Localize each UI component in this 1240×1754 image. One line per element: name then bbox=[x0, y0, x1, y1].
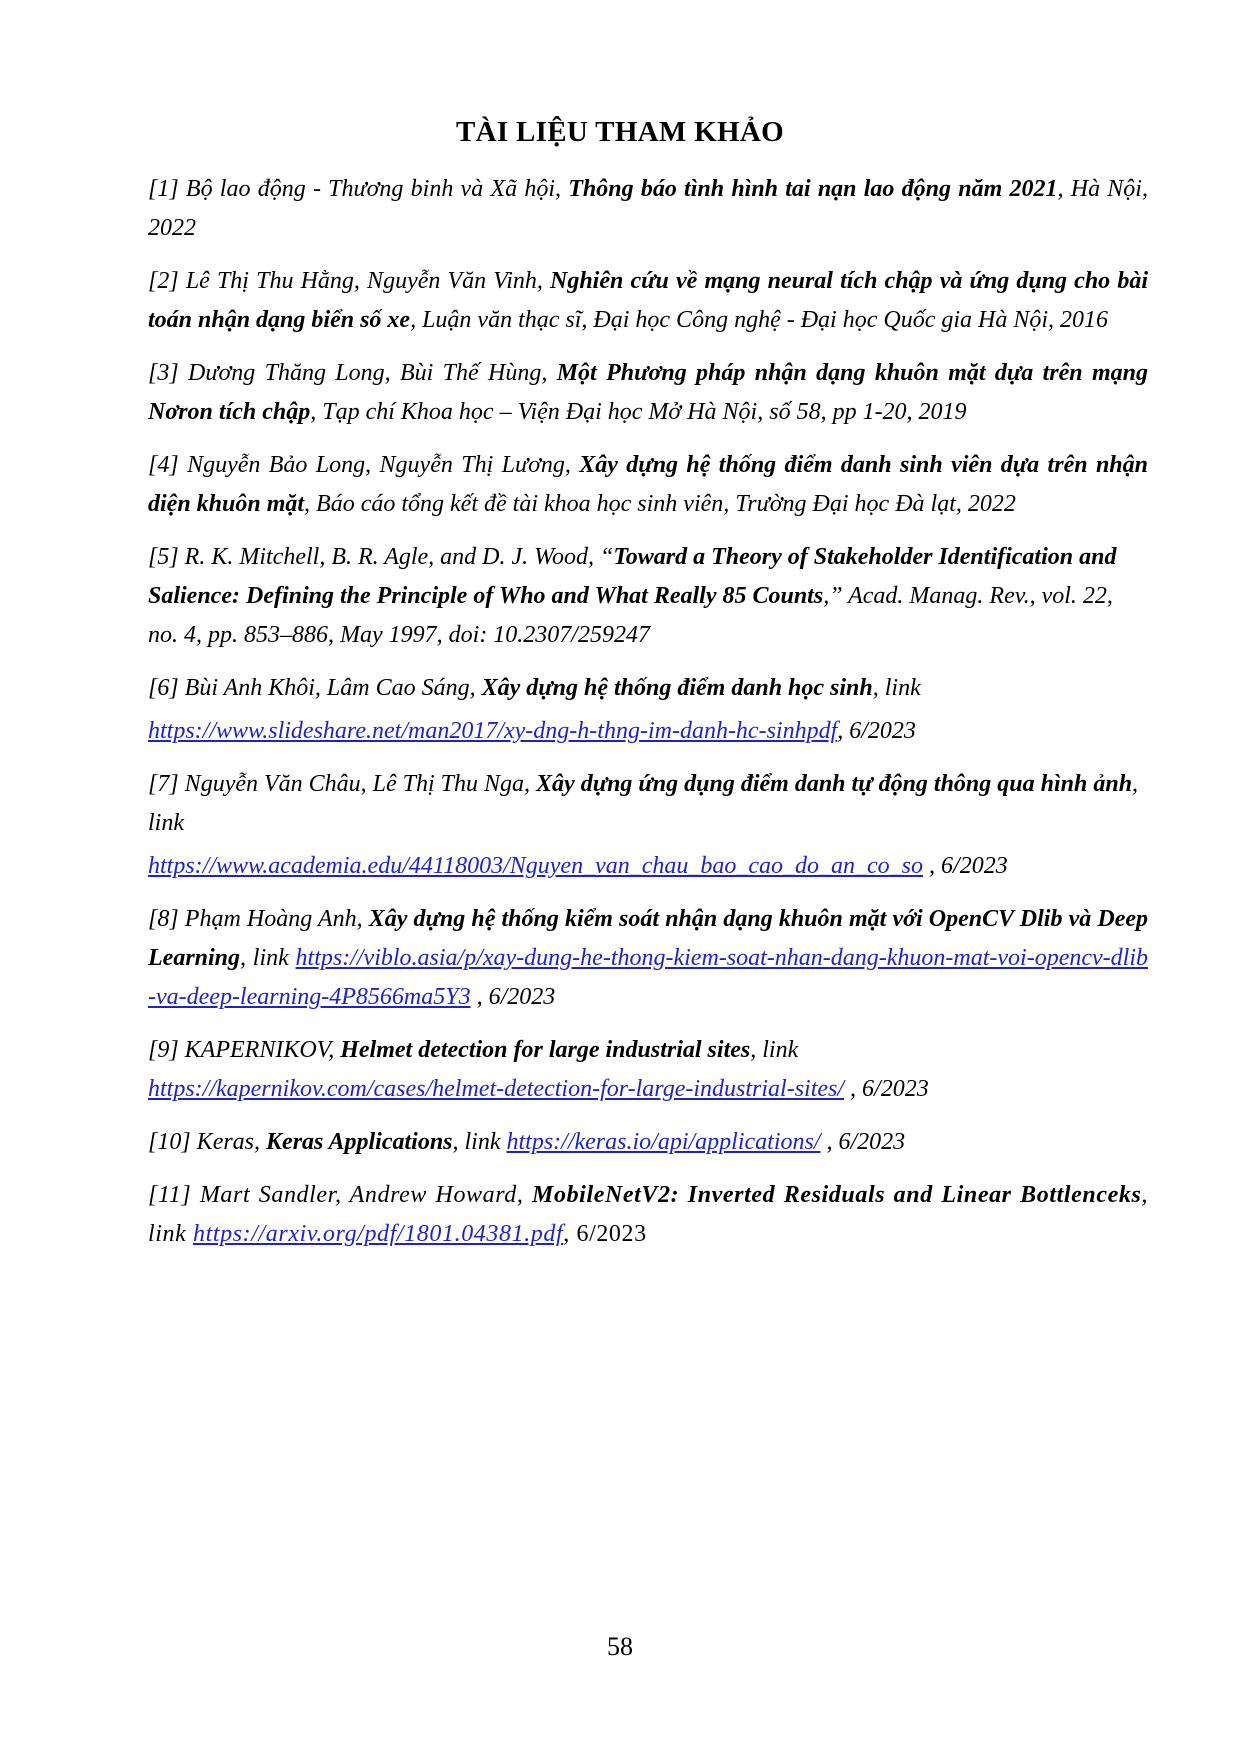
reference-item bbox=[148, 1031, 1148, 1109]
ref-authors: [7] Nguyễn Văn Châu, Lê Thị Thu Nga, bbox=[148, 771, 537, 797]
reference-item bbox=[148, 765, 1148, 843]
ref-authors: [10] Keras, bbox=[148, 1129, 267, 1155]
ref-details: , Hà Nội, 2022 bbox=[148, 176, 1148, 241]
ref-title: Xây dựng ứng dụng điểm danh tự động thông qua hình ảnh bbox=[536, 771, 1133, 797]
ref-authors: [11] Mart Sandler, Andrew Howard, bbox=[148, 1182, 533, 1208]
ref-details: , link bbox=[452, 1129, 507, 1155]
page-title: TÀI LIỆU THAM KHẢO bbox=[456, 116, 784, 148]
ref-date: , 6/2023 bbox=[923, 853, 1008, 879]
ref-details: ,” Acad. Manag. Rev., vol. 22, no. 4, pp. 853–886, May 1997, doi: 10.2307/259247 bbox=[148, 583, 1113, 648]
reference-item bbox=[148, 446, 1148, 524]
ref-authors: [8] Phạm Hoàng Anh, bbox=[148, 906, 369, 932]
ref-date: , 6/2023 bbox=[820, 1129, 906, 1155]
ref-title: Helmet detection for large industrial sites bbox=[340, 1037, 751, 1063]
ref-title: MobileNetV2: Inverted Residuals and Linear Bottlenceks bbox=[532, 1182, 1142, 1208]
ref-details: , link bbox=[240, 945, 296, 971]
reference-link[interactable]: https://viblo.asia/p/xay-dung-he-thong-kiem-soat-nhan-dang-khuon-mat-voi-opencv-dlib-va-deep-learning-4P8566ma5Y3 bbox=[148, 945, 1148, 1010]
ref-authors: [2] Lê Thị Thu Hằng, Nguyễn Văn Vinh, bbox=[148, 268, 550, 294]
ref-title: Xây dựng hệ thống điểm danh học sinh bbox=[481, 675, 873, 701]
reference-list bbox=[148, 170, 1148, 1268]
reference-item bbox=[148, 538, 1148, 655]
ref-authors: [6] Bùi Anh Khôi, Lâm Cao Sáng, bbox=[148, 675, 482, 701]
ref-authors: [9] KAPERNIKOV, bbox=[148, 1037, 341, 1063]
ref-title: Một Phương pháp nhận dạng khuôn mặt dựa trên mạng Nơron tích chập bbox=[148, 360, 1149, 425]
ref-title: Thông báo tình hình tai nạn lao động năm 2021 bbox=[568, 176, 1058, 202]
ref-date: , 6/2023 bbox=[470, 984, 556, 1010]
reference-item bbox=[148, 1123, 1148, 1162]
ref-authors: [1] Bộ lao động - Thương binh và Xã hội, bbox=[148, 176, 569, 202]
page-number: 58 bbox=[607, 1632, 633, 1661]
reference-item bbox=[148, 354, 1148, 432]
ref-details: , link bbox=[750, 1037, 799, 1063]
reference-link-line bbox=[148, 847, 1148, 886]
ref-authors: [4] Nguyễn Bảo Long, Nguyễn Thị Lương, bbox=[148, 452, 580, 478]
ref-title: Toward a Theory of Stakeholder Identification and Salience: Defining the Principle of Who and What Really 85 Counts bbox=[148, 544, 1117, 609]
reference-link[interactable]: https://keras.io/api/applications/ bbox=[506, 1129, 821, 1155]
reference-link[interactable]: https://www.slideshare.net/man2017/xy-dng-h-thng-im-danh-hc-sinhpdf bbox=[148, 718, 838, 744]
reference-link[interactable]: https://arxiv.org/pdf/1801.04381.pdf bbox=[193, 1221, 564, 1247]
ref-details: , link bbox=[148, 771, 1139, 836]
reference-link[interactable]: https://www.academia.edu/44118003/Nguyen_van_chau_bao_cao_do_an_co_so bbox=[148, 853, 924, 879]
ref-date: , 6/2023 bbox=[844, 1076, 929, 1102]
ref-date: , 6/2023 bbox=[837, 718, 916, 744]
ref-title: Nghiên cứu về mạng neural tích chập và ứng dụng cho bài toán nhận dạng biển số xe bbox=[148, 268, 1148, 333]
ref-title: Xây dựng hệ thống điểm danh sinh viên dựa trên nhận diện khuôn mặt bbox=[148, 452, 1148, 517]
ref-details: , Báo cáo tổng kết đề tài khoa học sinh viên, Trường Đại học Đà lạt, 2022 bbox=[304, 491, 1016, 517]
ref-details: , Luận văn thạc sĩ, Đại học Công nghệ - Đại học Quốc gia Hà Nội, 2016 bbox=[410, 307, 1109, 333]
reference-item bbox=[148, 900, 1148, 1017]
reference-item bbox=[148, 170, 1148, 248]
ref-details: , link bbox=[872, 675, 921, 701]
reference-item bbox=[148, 669, 1148, 708]
reference-link-line bbox=[148, 712, 1148, 751]
reference-link[interactable]: https://kapernikov.com/cases/helmet-detection-for-large-industrial-sites/ bbox=[148, 1076, 845, 1102]
ref-title: Xây dựng hệ thống kiểm soát nhận dạng khuôn mặt với OpenCV Dlib và Deep Learning bbox=[148, 906, 1148, 971]
ref-details: , Tạp chí Khoa học – Viện Đại học Mở Hà Nội, số 58, pp 1-20, 2019 bbox=[310, 399, 967, 425]
reference-item bbox=[148, 1176, 1148, 1254]
ref-authors: [5] R. K. Mitchell, B. R. Agle, and D. J. Wood, “ bbox=[148, 544, 614, 570]
ref-title: Keras Applications bbox=[266, 1129, 453, 1155]
reference-item bbox=[148, 262, 1148, 340]
ref-authors: [3] Dương Thăng Long, Bùi Thế Hùng, bbox=[148, 360, 557, 386]
ref-date: , 6/2023 bbox=[563, 1221, 647, 1247]
ref-details: , link bbox=[148, 1182, 1148, 1247]
